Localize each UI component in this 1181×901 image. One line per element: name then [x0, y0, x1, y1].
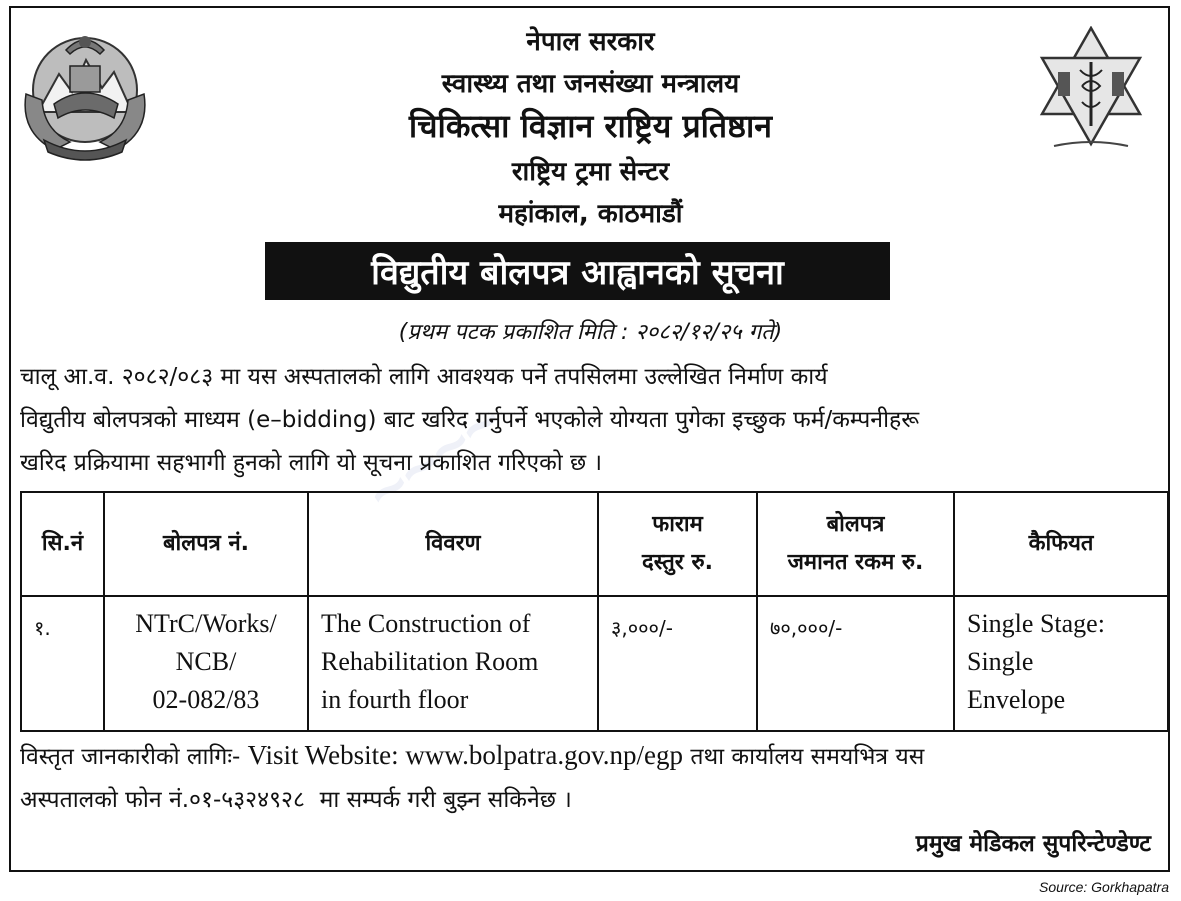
cell-bid-security: ७०,०००/-	[757, 596, 954, 731]
header-line-address: महांकाल, काठमाडौं	[498, 199, 683, 229]
footer-suffix: तथा कार्यालय समयभित्र यस	[690, 744, 925, 770]
cell-tender-no	[104, 596, 308, 731]
intro-line-1: चालू आ.व. २०८२/०८३ मा यस अस्पतालको लागि आवश्यक पर्ने तपसिलमा उल्लेखित निर्माण कार्य	[20, 364, 828, 390]
header-bid-security	[757, 492, 954, 596]
header-tender-no: बोलपत्र नं.	[104, 492, 308, 596]
footer-line-1	[20, 734, 1162, 779]
description-line: in fourth floor	[321, 685, 469, 714]
intro-line-2: विद्युतीय बोलपत्रको माध्यम (e–bidding) बाट खरिद गर्नुपर्ने भएकोले योग्यता पुगेका इच्छुक फर्म/कम्पनीहरू	[20, 407, 920, 433]
remarks-line: Envelope	[967, 685, 1066, 714]
description-line: The Construction of	[321, 609, 531, 638]
header-form-fee-line-2: दस्तुर रु.	[642, 550, 713, 575]
remarks-line: Single Stage:	[967, 609, 1105, 638]
tender-no-line: NCB/	[175, 647, 237, 676]
footer-paragraph	[20, 734, 1162, 822]
header-form-fee-line-1: फाराम	[652, 512, 703, 537]
cell-description	[308, 596, 598, 731]
header-description: विवरण	[308, 492, 598, 596]
header-bid-security-line-2: जमानत रकम रु.	[787, 550, 924, 575]
notice-title-banner	[265, 242, 890, 300]
header-line-ministry: स्वास्थ्य तथा जनसंख्या मन्त्रालय	[441, 69, 740, 99]
notice-title: विद्युतीय बोलपत्र आह्वानको सूचना	[371, 253, 784, 293]
watermark-mark: ~~~~	[352, 384, 517, 530]
signature: प्रमुख मेडिकल सुपरिन्टेण्डेण्ट	[915, 831, 1151, 857]
header-line-government: नेपाल सरकार	[526, 27, 655, 57]
header-sn: सि.नं	[21, 492, 104, 596]
header-remarks: कैफियत	[954, 492, 1168, 596]
header-bid-security-line-1: बोलपत्र	[826, 512, 885, 537]
footer-line-2: अस्पतालको फोन नं.०१-५३२४९२८ मा सम्पर्क गरी बुझ्न सकिनेछ ।	[20, 787, 572, 813]
remarks-line: Single	[967, 647, 1034, 676]
cell-form-fee: ३,०००/-	[598, 596, 757, 731]
source-credit: Source: Gorkhapatra	[1039, 879, 1169, 895]
publication-date: (प्रथम पटक प्रकाशित मिति : २०८२/१२/२५ गते)	[398, 320, 783, 345]
intro-line-3: खरिद प्रक्रियामा सहभागी हुनको लागि यो सूचना प्रकाशित गरिएको छ ।	[20, 450, 603, 476]
cell-sn: १.	[21, 596, 104, 731]
table-header-row	[21, 492, 1168, 596]
description-line: Rehabilitation Room	[321, 647, 539, 676]
header-line-trauma-center: राष्ट्रिय ट्रमा सेन्टर	[511, 157, 670, 187]
cell-remarks	[954, 596, 1168, 731]
tender-no-line: 02-082/83	[152, 685, 260, 714]
intro-paragraph	[20, 356, 1162, 485]
footer-prefix: विस्तृत जानकारीको लागिः-	[20, 744, 241, 770]
tender-table	[20, 491, 1169, 732]
header-form-fee	[598, 492, 757, 596]
footer-website: Visit Website: www.bolpatra.gov.np/egp	[247, 740, 684, 770]
header-line-academy: चिकित्सा विज्ञान राष्ट्रिय प्रतिष्ठान	[408, 107, 773, 145]
tender-no-line: NTrC/Works/	[135, 609, 277, 638]
table-row	[21, 596, 1168, 731]
